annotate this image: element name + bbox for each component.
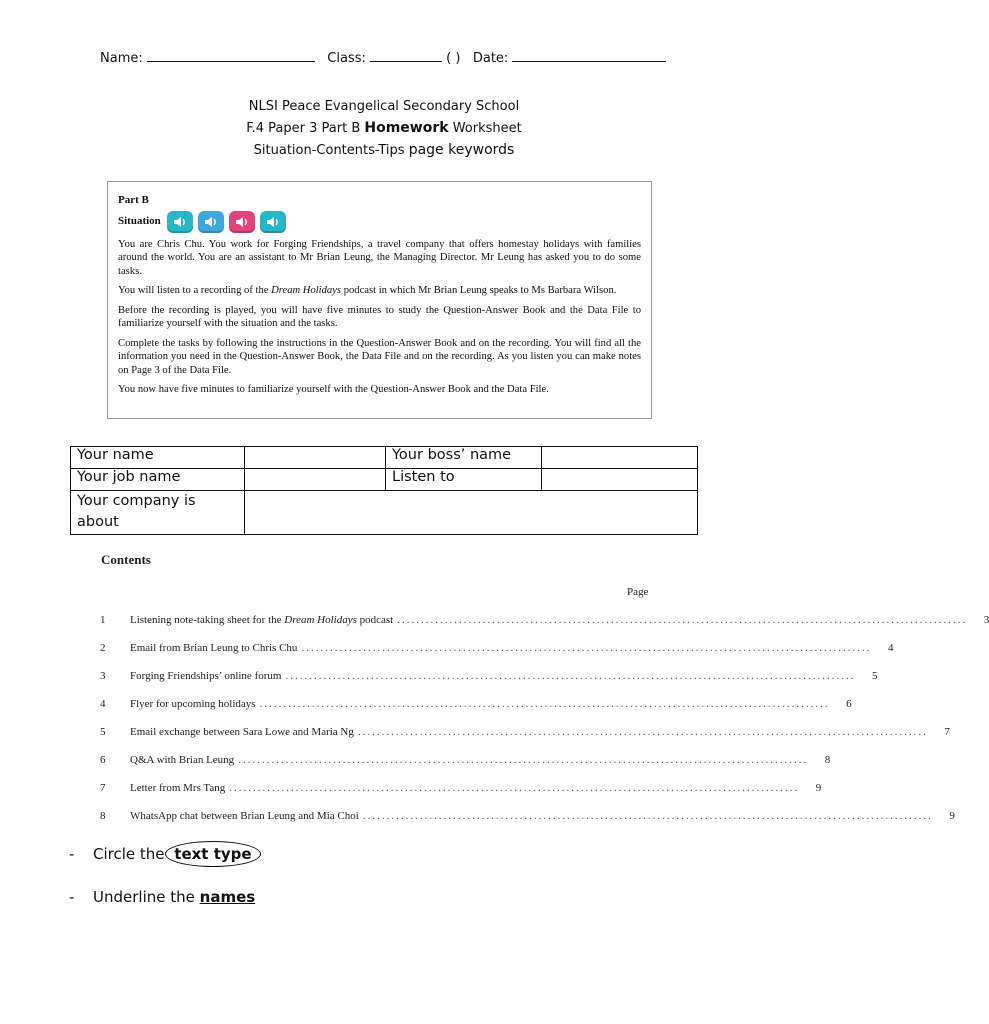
dot-leader: ........................................................................................................................	[238, 754, 809, 766]
page-column-header: Page	[627, 586, 649, 598]
situation-paragraph-4: Complete the tasks by following the instructions in the Question-Answer Book and on the recording. You will find all the information you need in the Question-Answer Book, the Data File and on the recording. As you listen you can make notes on Page 3 of the Data File.	[118, 337, 641, 376]
situation-paragraph-1: You are Chris Chu. You work for Forging Friendships, a travel company that offers homestay holidays with families around the world. You are an assistant to Mr Brian Leung, the Managing Director. Mr Leung has asked you to do some tasks.	[118, 238, 641, 277]
dot-leader: ........................................................................................................................	[301, 642, 872, 654]
dot-leader: ........................................................................................................................	[397, 614, 968, 626]
class-blank[interactable]	[370, 49, 442, 62]
item-number: 4	[100, 698, 106, 710]
item-page: 3	[983, 614, 989, 626]
item-number: 6	[100, 754, 106, 766]
company-cell[interactable]	[245, 491, 698, 535]
keywords-title: Situation-Contents-Tips page keywords	[253, 142, 515, 158]
names-underlined: names	[199, 888, 256, 906]
list-item	[100, 640, 894, 654]
job-name-label: Your job name	[71, 469, 245, 491]
company-label: Your company is about	[71, 491, 245, 535]
item-title: Email exchange between Sara Lowe and Maria Ng	[130, 726, 354, 738]
speaker-icon[interactable]	[167, 211, 193, 233]
situation-paragraph-5: You now have five minutes to familiarize yourself with the Question-Answer Book and the Data File.	[118, 384, 549, 395]
item-page: 7	[944, 726, 950, 738]
date-blank[interactable]	[512, 49, 666, 62]
listen-to-cell[interactable]	[542, 469, 698, 491]
item-number: 2	[100, 642, 106, 654]
student-info-line	[100, 49, 670, 66]
homework-word: Homework	[364, 120, 449, 136]
speaker-icon[interactable]	[229, 211, 255, 233]
item-page: 6	[846, 698, 852, 710]
item-number: 5	[100, 726, 106, 738]
item-page: 4	[887, 642, 894, 654]
list-item	[100, 668, 878, 682]
item-number: 7	[100, 782, 106, 794]
item-title: Email from Brian Leung to Chris Chu	[130, 642, 298, 654]
table-row	[71, 469, 698, 491]
list-item	[100, 752, 831, 766]
name-label: Name:	[100, 51, 143, 66]
speaker-buttons	[167, 211, 291, 233]
list-item	[100, 780, 822, 794]
situation-paragraph-2: You will listen to a recording of the Dream Holidays podcast in which Mr Brian Leung speaks to Ms Barbara Wilson.	[118, 285, 617, 296]
your-name-label: Your name	[71, 447, 245, 469]
tip-circle-text-type: - Circle the text type	[69, 841, 261, 867]
class-label: Class:	[327, 51, 366, 66]
item-title: Forging Friendships’ online forum	[130, 670, 282, 682]
item-number: 1	[100, 614, 106, 626]
dot-leader: ........................................................................................................................	[259, 698, 830, 710]
table-row	[71, 491, 698, 535]
item-page: 8	[824, 754, 831, 766]
boss-name-label: Your boss’ name	[386, 447, 542, 469]
school-name: NLSI Peace Evangelical Secondary School	[248, 99, 520, 114]
item-number: 8	[100, 810, 106, 822]
dot-leader: ........................................................................................................................	[229, 782, 800, 794]
list-item	[100, 808, 955, 822]
boss-name-cell[interactable]	[542, 447, 698, 469]
situation-label: Situation	[118, 214, 161, 227]
dot-leader: ........................................................................................................................	[362, 810, 933, 822]
speaker-icon[interactable]	[198, 211, 224, 233]
item-title: Flyer for upcoming holidays	[130, 698, 256, 710]
item-title: Listening note-taking sheet for the Dream Holidays podcast	[130, 614, 394, 626]
job-name-cell[interactable]	[245, 469, 386, 491]
list-item	[100, 612, 989, 626]
name-blank[interactable]	[147, 49, 315, 62]
paper-title: F.4 Paper 3 Part B Homework Worksheet	[246, 120, 522, 136]
your-name-cell[interactable]	[245, 447, 386, 469]
situation-paragraph-3: Before the recording is played, you will have five minutes to study the Question-Answer Book and the Data File to familiarize yourself with the situation and the tasks.	[118, 304, 641, 329]
class-number-parens: ( )	[446, 51, 461, 66]
item-page: 9	[815, 782, 822, 794]
date-label: Date:	[472, 51, 509, 66]
info-table	[70, 446, 698, 535]
text-type-circled: text type	[165, 841, 260, 867]
list-item	[100, 696, 852, 710]
item-number: 3	[100, 670, 106, 682]
dot-leader: ........................................................................................................................	[285, 670, 856, 682]
list-item	[100, 724, 950, 738]
item-page: 9	[949, 810, 955, 822]
item-title: Letter from Mrs Tang	[130, 782, 226, 794]
item-title: WhatsApp chat between Brian Leung and Mia Choi	[130, 810, 359, 822]
situation-header	[118, 210, 641, 234]
speaker-icon[interactable]	[260, 211, 286, 233]
dot-leader: ........................................................................................................................	[357, 726, 928, 738]
item-title: Q&A with Brian Leung	[130, 754, 235, 766]
part-heading: Part B	[118, 194, 149, 206]
contents-title: Contents	[101, 552, 151, 567]
situation-box	[107, 181, 652, 419]
table-row	[71, 447, 698, 469]
listen-to-label: Listen to	[386, 469, 542, 491]
tip-underline-names: - Underline the names	[69, 888, 256, 906]
item-page: 5	[871, 670, 878, 682]
